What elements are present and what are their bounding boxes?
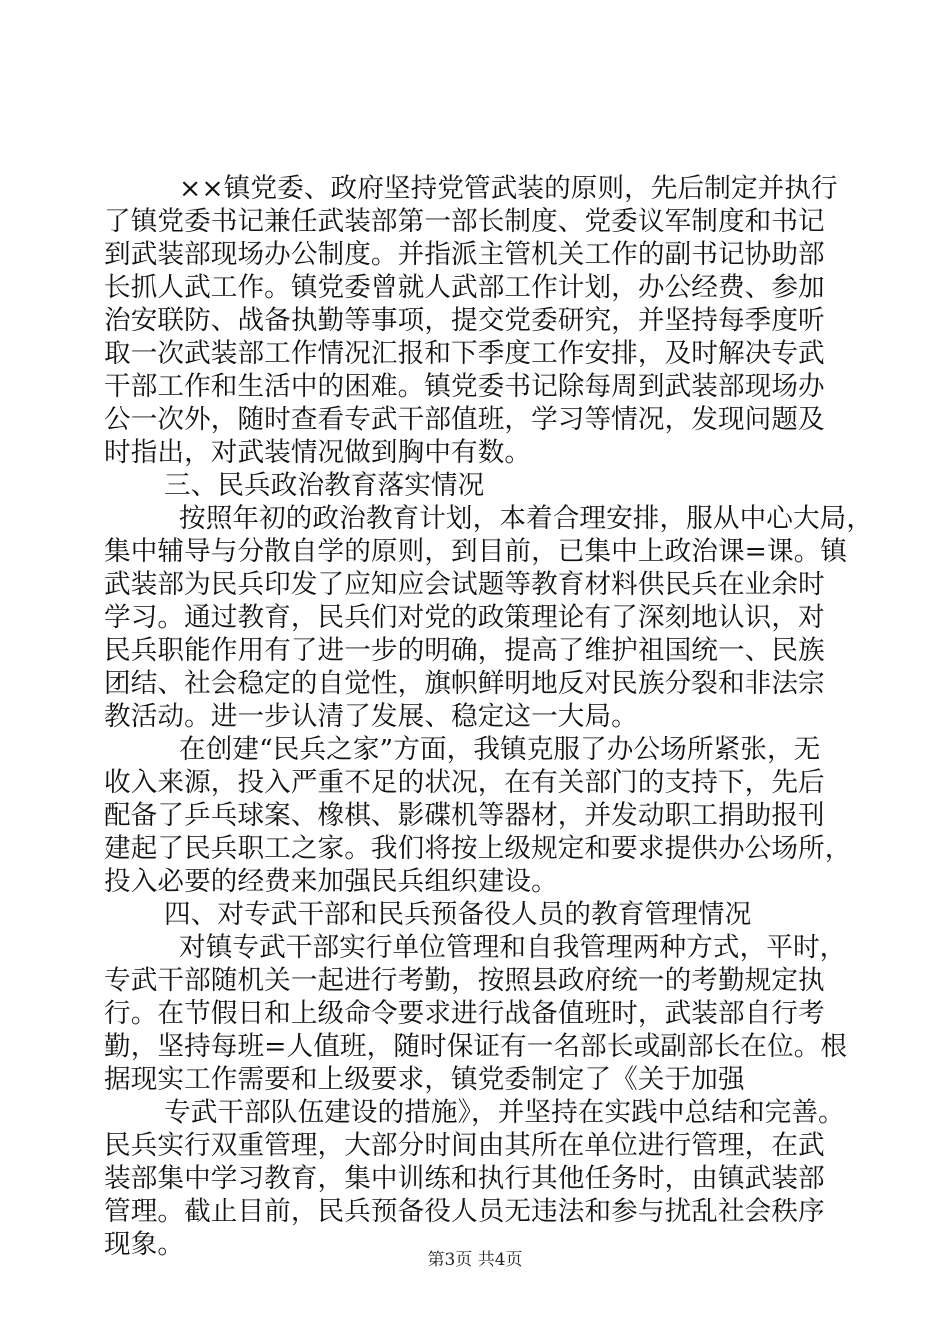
paragraph-line: 取一次武装部工作情况汇报和下季度工作安排，及时解决专武 [104, 338, 825, 369]
paragraph-line: 专武干部队伍建设的措施》，并坚持在实践中总结和完善。 [164, 1097, 845, 1128]
section-heading: 三、民兵政治教育落实情况 [164, 470, 485, 501]
paragraph-line: 了镇党委书记兼任武装部第一部长制度、党委议军制度和书记 [104, 206, 825, 237]
paragraph-line: 学习。通过教育，民兵们对党的政策理论有了深刻地认识，对 [104, 602, 825, 633]
paragraph-line: 配备了乒乓球案、橡棋、影碟机等器材，并发动职工捐助报刊 [104, 800, 825, 831]
paragraph-line: 在创建“民兵之家”方面，我镇克服了办公场所紧张，无 [179, 734, 821, 765]
paragraph-line: 投入必要的经费来加强民兵组织建设。 [104, 866, 558, 897]
paragraph-line: 装部集中学习教育，集中训练和执行其他任务时，由镇武装部 [104, 1163, 825, 1194]
paragraph-line: 专武干部随机关一起进行考勤，按照县政府统一的考勤规定执 [104, 965, 825, 996]
paragraph-line: 现象。 [104, 1229, 185, 1260]
paragraph-line: 教活动。进一步认清了发展、稳定这一大局。 [104, 701, 638, 732]
paragraph-line: 据现实工作需要和上级要求，镇党委制定了《关于加强 [104, 1064, 745, 1095]
paragraph-line: 干部工作和生活中的困难。镇党委书记除每周到武装部现场办 [104, 371, 825, 402]
paragraph-line: 行。在节假日和上级命令要求进行战备值班时，武装部自行考 [104, 998, 825, 1029]
paragraph-line: 武装部为民兵印发了应知应会试题等教育材料供民兵在业余时 [104, 569, 825, 600]
page-number-footer: 第3页 共4页 [427, 1250, 523, 1270]
paragraph-line: ××镇党委、政府坚持党管武装的原则，先后制定并执行 [179, 173, 838, 204]
paragraph-line: 治安联防、战备执勤等事项，提交党委研究，并坚持每季度听 [104, 305, 825, 336]
paragraph-line: 勤，坚持每班=人值班，随时保证有一名部长或副部长在位。根 [104, 1031, 848, 1062]
paragraph-line: 到武装部现场办公制度。并指派主管机关工作的副书记协助部 [104, 239, 825, 270]
paragraph-line: 长抓人武工作。镇党委曾就人武部工作计划，办公经费、参加 [104, 272, 825, 303]
paragraph-line: 民兵实行双重管理，大部分时间由其所在单位进行管理，在武 [104, 1130, 825, 1161]
paragraph-line: 时指出，对武装情况做到胸中有数。 [104, 437, 532, 468]
paragraph-line: 建起了民兵职工之家。我们将按上级规定和要求提供办公场所， [104, 833, 852, 864]
paragraph-line: 收入来源，投入严重不足的状况，在有关部门的支持下，先后 [104, 767, 825, 798]
paragraph-line: 集中辅导与分散自学的原则，到目前，已集中上政治课=课。镇 [104, 536, 848, 567]
paragraph-line: 按照年初的政治教育计划，本着合理安排，服从中心大局， [179, 503, 874, 534]
paragraph-line: 对镇专武干部实行单位管理和自我管理两种方式，平时， [179, 932, 847, 963]
paragraph-line: 民兵职能作用有了进一步的明确，提高了维护祖国统一、民族 [104, 635, 825, 666]
paragraph-line: 团结、社会稳定的自觉性，旗帜鲜明地反对民族分裂和非法宗 [104, 668, 825, 699]
paragraph-line: 管理。截止目前，民兵预备役人员无违法和参与扰乱社会秩序 [104, 1196, 825, 1227]
section-heading: 四、对专武干部和民兵预备役人员的教育管理情况 [164, 899, 752, 930]
paragraph-line: 公一次外，随时查看专武干部值班，学习等情况，发现问题及 [104, 404, 825, 435]
document-body [104, 172, 874, 1261]
